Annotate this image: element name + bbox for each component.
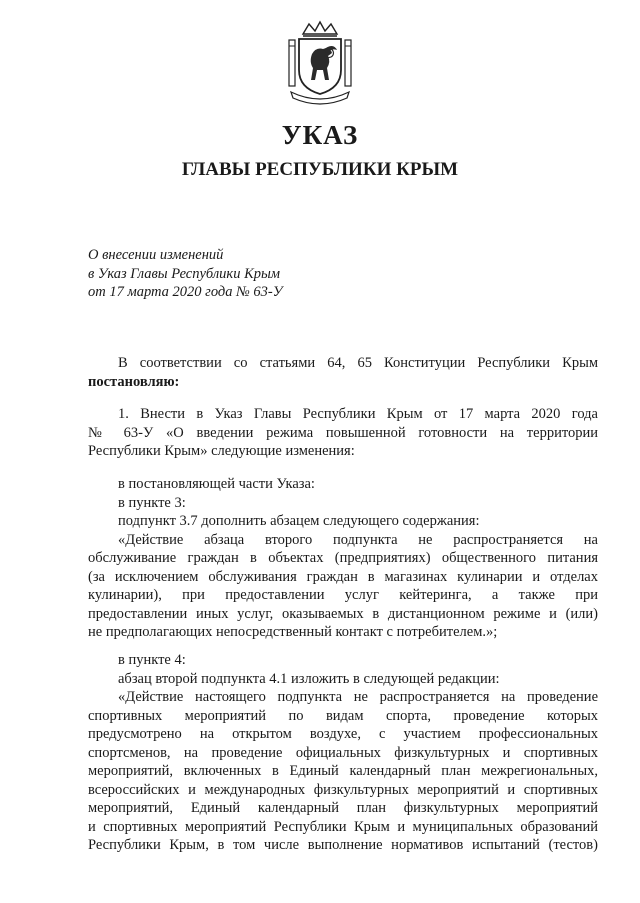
quote-line: спортсменов, на проведение официальных физкультурных и спортивных xyxy=(88,744,598,761)
quote-line: кулинарии), при предоставлении услуг кейтеринга, а также при xyxy=(88,587,598,603)
quote-line: предоставлении иных услуг, оказываемых в дистанционном режиме и (или) xyxy=(88,605,598,622)
issuing-authority-title: ГЛАВЫ РЕСПУБЛИКИ КРЫМ xyxy=(181,159,459,180)
quote-line: мероприятий, включенных в Единый календарный план межрегиональных, xyxy=(88,763,598,779)
section-a-point: в пункте 3: xyxy=(118,494,186,511)
item-1-paragraph xyxy=(88,405,598,461)
section-a-intro: в постановляющей части Указа: xyxy=(118,476,315,492)
decree-word: постановляю: xyxy=(88,373,180,390)
section-b-point: в пункте 4: xyxy=(118,652,186,668)
section-b-instruction: абзац второй подпункта 4.1 изложить в следующей редакции: xyxy=(118,670,500,687)
quote-line: предусмотрено на открытом воздухе, с участием профессиональных xyxy=(88,726,598,742)
quote-line: обслуживание граждан в объектах (предприятиях) общественного питания xyxy=(88,550,598,566)
section-a-instruction: подпункт 3.7 дополнить абзацем следующего содержания: xyxy=(118,513,480,529)
quote-line: (за исключением обслуживания граждан в магазинах кулинарии и отделах xyxy=(88,568,598,585)
document-type-title: УКАЗ xyxy=(281,120,359,150)
subject-line: О внесении изменений xyxy=(88,247,224,263)
preamble-text: В соответствии со статьями 64, 65 Конституции Республики Крым xyxy=(118,355,598,371)
section-a xyxy=(88,475,598,642)
quote-line: «Действие настоящего подпункта не распространяется на проведение xyxy=(118,689,598,705)
section-b xyxy=(88,651,598,855)
quote-line: Республики Крым, в том числе выполнение нормативов испытаний (тестов) xyxy=(88,837,598,853)
quote-line: мероприятий, Единый календарный план физкультурных мероприятий xyxy=(88,800,598,816)
item-1-line: Республики Крым» следующие изменения: xyxy=(88,443,355,459)
quote-line: спортивных мероприятий по видам спорта, проведение которых xyxy=(88,707,598,724)
item-1-line: 1. Внести в Указ Главы Республики Крым от 17 марта 2020 года xyxy=(118,406,598,422)
coat-of-arms-icon xyxy=(285,20,355,106)
quote-line: всероссийских и международных физкультурных мероприятий и спортивных xyxy=(88,781,598,798)
subject-line: от 17 марта 2020 года № 63-У xyxy=(88,284,283,300)
preamble-paragraph xyxy=(88,354,598,391)
item-1-line: № 63-У «О введении режима повышенной готовности на территории xyxy=(88,424,598,441)
quote-line: «Действие абзаца второго подпункта не распространяется на xyxy=(118,531,598,548)
document-subject xyxy=(88,246,283,302)
quote-line: и спортивных мероприятий Республики Крым и муниципальных образований xyxy=(88,818,598,835)
quote-line: не предполагающих непосредственный контакт с потребителем.»; xyxy=(88,624,498,640)
subject-line: в Указ Главы Республики Крым xyxy=(88,265,281,282)
